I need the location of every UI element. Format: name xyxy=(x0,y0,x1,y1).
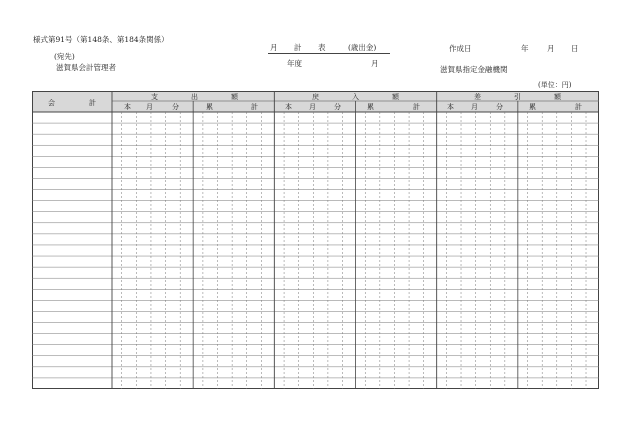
group-2-char-3: 額 xyxy=(392,93,399,101)
addressee: 滋賀県会計管理者 xyxy=(56,63,116,72)
ledger-grid xyxy=(32,91,599,389)
g3-cum-char-1: 累 xyxy=(529,103,536,111)
group-3-char-2: 引 xyxy=(514,93,521,101)
addressee-label: (宛先) xyxy=(54,52,75,61)
form-number: 様式第91号（第148条、第184条関係） xyxy=(33,35,169,44)
g3-month-char-1: 本 xyxy=(447,103,454,111)
g2-cum-char-2: 計 xyxy=(413,103,420,111)
title-part-1: 月 xyxy=(270,43,278,52)
title-underline xyxy=(268,53,390,54)
g1-month-char-2: 月 xyxy=(146,103,153,111)
g1-cum-char-2: 計 xyxy=(251,103,258,111)
group-3-char-1: 差 xyxy=(474,93,481,101)
unit-label: (単位：円) xyxy=(538,81,572,89)
g2-month-char-2: 月 xyxy=(309,103,316,111)
g2-month-char-1: 本 xyxy=(285,103,292,111)
created-label: 作成日 xyxy=(449,44,472,53)
created-month: 月 xyxy=(547,44,555,53)
group-1-char-2: 出 xyxy=(191,93,198,101)
created-day: 日 xyxy=(571,44,579,53)
period-month-label: 月 xyxy=(371,59,379,68)
g3-cum-char-2: 計 xyxy=(575,103,582,111)
table-border xyxy=(33,92,599,389)
group-3-char-3: 額 xyxy=(554,93,561,101)
institution-name: 滋賀県指定金融機関 xyxy=(440,65,508,74)
account-header-char-1: 会 xyxy=(48,99,55,107)
g3-month-char-2: 月 xyxy=(471,103,478,111)
created-year: 年 xyxy=(521,44,529,53)
group-1-char-1: 支 xyxy=(151,93,158,101)
g1-month-char-1: 本 xyxy=(124,103,131,111)
group-1-char-3: 額 xyxy=(231,93,238,101)
ledger-table xyxy=(32,91,599,389)
group-2-char-1: 戻 xyxy=(312,93,319,101)
title-part-4: (歳出金) xyxy=(348,43,377,52)
g3-month-char-3: 分 xyxy=(496,103,503,111)
g2-cum-char-1: 累 xyxy=(367,103,374,111)
g1-cum-char-1: 累 xyxy=(206,103,213,111)
title-part-3: 表 xyxy=(318,43,326,52)
title-part-2: 計 xyxy=(294,43,302,52)
group-2-char-2: 入 xyxy=(352,93,359,101)
period-year-label: 年度 xyxy=(287,59,302,68)
account-header-char-2: 計 xyxy=(89,99,96,107)
g1-month-char-3: 分 xyxy=(172,103,179,111)
g2-month-char-3: 分 xyxy=(334,103,341,111)
